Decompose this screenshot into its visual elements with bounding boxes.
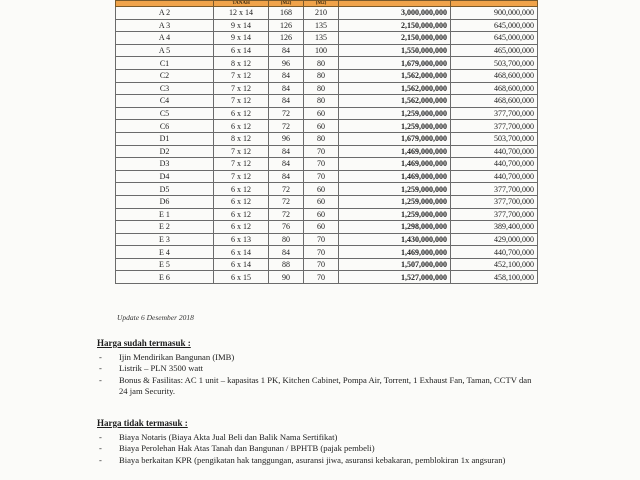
cell-unit: E 6 bbox=[116, 271, 214, 284]
cell-dp: 645,000,000 bbox=[451, 32, 538, 45]
table-row bbox=[116, 44, 538, 57]
cell-building-area: 80 bbox=[304, 69, 339, 82]
table-body bbox=[116, 7, 538, 284]
cell-dp: 440,700,000 bbox=[451, 158, 538, 171]
cell-price: 1,469,000,000 bbox=[339, 246, 451, 259]
cell-land-area: 96 bbox=[269, 57, 304, 70]
cell-price: 1,679,000,000 bbox=[339, 132, 451, 145]
cell-dp: 377,700,000 bbox=[451, 107, 538, 120]
cell-land-area: 84 bbox=[269, 158, 304, 171]
cell-building-area: 70 bbox=[304, 271, 339, 284]
list-item: - Biaya Notaris (Biaya Akta Jual Beli dan Balik Nama Sertifikat) bbox=[97, 432, 537, 443]
table-row bbox=[116, 208, 538, 221]
cell-unit: C5 bbox=[116, 107, 214, 120]
cell-land-area: 126 bbox=[269, 19, 304, 32]
cell-building-area: 100 bbox=[304, 44, 339, 57]
cell-building-area: 80 bbox=[304, 95, 339, 108]
cell-land-area: 76 bbox=[269, 221, 304, 234]
cell-dp: 377,700,000 bbox=[451, 120, 538, 133]
cell-size: 7 x 12 bbox=[214, 95, 269, 108]
cell-building-area: 70 bbox=[304, 145, 339, 158]
cell-unit: A 2 bbox=[116, 7, 214, 20]
cell-size: 6 x 12 bbox=[214, 183, 269, 196]
cell-dp: 503,700,000 bbox=[451, 132, 538, 145]
table-row bbox=[116, 19, 538, 32]
cell-land-area: 84 bbox=[269, 44, 304, 57]
cell-size: 6 x 12 bbox=[214, 221, 269, 234]
table-row bbox=[116, 158, 538, 171]
cell-dp: 468,600,000 bbox=[451, 69, 538, 82]
table-row bbox=[116, 95, 538, 108]
cell-land-area: 84 bbox=[269, 95, 304, 108]
excluded-title: Harga tidak termasuk : bbox=[97, 418, 188, 428]
cell-land-area: 72 bbox=[269, 195, 304, 208]
cell-dp: 377,700,000 bbox=[451, 183, 538, 196]
table-row bbox=[116, 233, 538, 246]
cell-land-area: 84 bbox=[269, 145, 304, 158]
cell-dp: 503,700,000 bbox=[451, 57, 538, 70]
cell-building-area: 70 bbox=[304, 246, 339, 259]
cell-unit: E 1 bbox=[116, 208, 214, 221]
cell-price: 1,507,000,000 bbox=[339, 258, 451, 271]
cell-size: 6 x 14 bbox=[214, 258, 269, 271]
cell-unit: D3 bbox=[116, 158, 214, 171]
table-row bbox=[116, 258, 538, 271]
cell-building-area: 135 bbox=[304, 32, 339, 45]
table-row bbox=[116, 69, 538, 82]
cell-land-area: 72 bbox=[269, 208, 304, 221]
list-item: - Bonus & Fasilitas: AC 1 unit – kapasitas 1 PK, Kitchen Cabinet, Pompa Air, Torrent, 1 Exhaust Fan, Taman, CCTV dan 24 jam Security. bbox=[97, 375, 537, 398]
cell-unit: E 5 bbox=[116, 258, 214, 271]
list-item: - Ijin Mendirikan Bangunan (IMB) bbox=[97, 352, 537, 363]
cell-land-area: 72 bbox=[269, 183, 304, 196]
cell-building-area: 60 bbox=[304, 120, 339, 133]
cell-price: 2,150,000,000 bbox=[339, 19, 451, 32]
cell-dp: 465,000,000 bbox=[451, 44, 538, 57]
cell-price: 1,550,000,000 bbox=[339, 44, 451, 57]
cell-size: 6 x 13 bbox=[214, 233, 269, 246]
header-cell-size: TANAH bbox=[214, 1, 269, 7]
cell-price: 1,562,000,000 bbox=[339, 69, 451, 82]
cell-building-area: 70 bbox=[304, 258, 339, 271]
cell-building-area: 60 bbox=[304, 221, 339, 234]
cell-size: 9 x 14 bbox=[214, 32, 269, 45]
cell-dp: 440,700,000 bbox=[451, 170, 538, 183]
included-title: Harga sudah termasuk : bbox=[97, 338, 191, 348]
cell-dp: 440,700,000 bbox=[451, 145, 538, 158]
cell-unit: C2 bbox=[116, 69, 214, 82]
cell-unit: E 2 bbox=[116, 221, 214, 234]
cell-land-area: 84 bbox=[269, 69, 304, 82]
table-row bbox=[116, 132, 538, 145]
cell-unit: D2 bbox=[116, 145, 214, 158]
cell-size: 7 x 12 bbox=[214, 145, 269, 158]
cell-size: 8 x 12 bbox=[214, 132, 269, 145]
table-row bbox=[116, 57, 538, 70]
cell-unit: A 3 bbox=[116, 19, 214, 32]
cell-building-area: 135 bbox=[304, 19, 339, 32]
table-row bbox=[116, 7, 538, 20]
cell-building-area: 70 bbox=[304, 158, 339, 171]
cell-building-area: 60 bbox=[304, 107, 339, 120]
cell-unit: D1 bbox=[116, 132, 214, 145]
table-row bbox=[116, 271, 538, 284]
included-list bbox=[97, 352, 537, 398]
cell-building-area: 60 bbox=[304, 183, 339, 196]
cell-land-area: 80 bbox=[269, 233, 304, 246]
table-row bbox=[116, 120, 538, 133]
cell-land-area: 72 bbox=[269, 120, 304, 133]
cell-land-area: 88 bbox=[269, 258, 304, 271]
cell-building-area: 70 bbox=[304, 233, 339, 246]
cell-price: 2,150,000,000 bbox=[339, 32, 451, 45]
cell-unit: A 4 bbox=[116, 32, 214, 45]
update-note: Update 6 Desember 2018 bbox=[117, 313, 194, 322]
cell-unit: C4 bbox=[116, 95, 214, 108]
table-row bbox=[116, 195, 538, 208]
list-item: - Listrik – PLN 3500 watt bbox=[97, 363, 537, 374]
table-row bbox=[116, 107, 538, 120]
cell-dp: 377,700,000 bbox=[451, 208, 538, 221]
cell-unit: A 5 bbox=[116, 44, 214, 57]
list-item: - Biaya Perolehan Hak Atas Tanah dan Bangunan / BPHTB (pajak pembeli) bbox=[97, 443, 537, 454]
cell-building-area: 60 bbox=[304, 208, 339, 221]
cell-size: 6 x 12 bbox=[214, 208, 269, 221]
table-row bbox=[116, 183, 538, 196]
cell-size: 7 x 12 bbox=[214, 158, 269, 171]
cell-size: 7 x 12 bbox=[214, 82, 269, 95]
cell-price: 1,562,000,000 bbox=[339, 95, 451, 108]
cell-price: 1,469,000,000 bbox=[339, 170, 451, 183]
cell-size: 6 x 15 bbox=[214, 271, 269, 284]
cell-unit: C6 bbox=[116, 120, 214, 133]
cell-land-area: 72 bbox=[269, 107, 304, 120]
cell-size: 6 x 14 bbox=[214, 246, 269, 259]
cell-unit: E 4 bbox=[116, 246, 214, 259]
table-row bbox=[116, 170, 538, 183]
cell-price: 1,259,000,000 bbox=[339, 107, 451, 120]
cell-dp: 900,000,000 bbox=[451, 7, 538, 20]
cell-price: 1,259,000,000 bbox=[339, 183, 451, 196]
cell-dp: 468,600,000 bbox=[451, 82, 538, 95]
price-table-wrapper bbox=[115, 0, 537, 284]
table-row bbox=[116, 221, 538, 234]
cell-land-area: 126 bbox=[269, 32, 304, 45]
table-row bbox=[116, 145, 538, 158]
cell-dp: 458,100,000 bbox=[451, 271, 538, 284]
cell-size: 6 x 14 bbox=[214, 44, 269, 57]
header-cell-land-area: (M2) bbox=[269, 1, 304, 7]
table-row bbox=[116, 32, 538, 45]
cell-price: 1,562,000,000 bbox=[339, 82, 451, 95]
cell-unit: E 3 bbox=[116, 233, 214, 246]
cell-building-area: 80 bbox=[304, 82, 339, 95]
cell-size: 9 x 14 bbox=[214, 19, 269, 32]
cell-price: 1,469,000,000 bbox=[339, 158, 451, 171]
cell-price: 1,469,000,000 bbox=[339, 145, 451, 158]
cell-size: 6 x 12 bbox=[214, 107, 269, 120]
cell-size: 7 x 12 bbox=[214, 69, 269, 82]
cell-land-area: 84 bbox=[269, 82, 304, 95]
header-cell-building-area: (M2) bbox=[304, 1, 339, 7]
cell-building-area: 70 bbox=[304, 170, 339, 183]
cell-building-area: 80 bbox=[304, 57, 339, 70]
cell-price: 1,259,000,000 bbox=[339, 195, 451, 208]
cell-land-area: 84 bbox=[269, 246, 304, 259]
cell-price: 1,259,000,000 bbox=[339, 120, 451, 133]
cell-size: 12 x 14 bbox=[214, 7, 269, 20]
cell-price: 1,298,000,000 bbox=[339, 221, 451, 234]
table-row bbox=[116, 246, 538, 259]
cell-price: 1,527,000,000 bbox=[339, 271, 451, 284]
cell-land-area: 90 bbox=[269, 271, 304, 284]
cell-land-area: 168 bbox=[269, 7, 304, 20]
cell-building-area: 210 bbox=[304, 7, 339, 20]
cell-dp: 377,700,000 bbox=[451, 195, 538, 208]
cell-unit: D4 bbox=[116, 170, 214, 183]
cell-price: 1,259,000,000 bbox=[339, 208, 451, 221]
table-row bbox=[116, 82, 538, 95]
cell-price: 1,430,000,000 bbox=[339, 233, 451, 246]
cell-dp: 645,000,000 bbox=[451, 19, 538, 32]
cell-unit: D6 bbox=[116, 195, 214, 208]
cell-building-area: 80 bbox=[304, 132, 339, 145]
cell-land-area: 96 bbox=[269, 132, 304, 145]
list-item: - Biaya berkaitan KPR (pengikatan hak tanggungan, asuransi jiwa, asuransi kebakaran, pemblokiran 1x angsuran) bbox=[97, 455, 537, 466]
cell-dp: 440,700,000 bbox=[451, 246, 538, 259]
cell-dp: 468,600,000 bbox=[451, 95, 538, 108]
cell-size: 6 x 12 bbox=[214, 120, 269, 133]
cell-price: 3,000,000,000 bbox=[339, 7, 451, 20]
cell-dp: 389,400,000 bbox=[451, 221, 538, 234]
cell-unit: C3 bbox=[116, 82, 214, 95]
cell-unit: C1 bbox=[116, 57, 214, 70]
price-table bbox=[115, 0, 538, 284]
cell-land-area: 84 bbox=[269, 170, 304, 183]
cell-building-area: 60 bbox=[304, 195, 339, 208]
cell-size: 7 x 12 bbox=[214, 170, 269, 183]
cell-dp: 452,100,000 bbox=[451, 258, 538, 271]
excluded-list bbox=[97, 432, 537, 466]
cell-unit: D5 bbox=[116, 183, 214, 196]
cell-size: 6 x 12 bbox=[214, 195, 269, 208]
cell-price: 1,679,000,000 bbox=[339, 57, 451, 70]
cell-size: 8 x 12 bbox=[214, 57, 269, 70]
cell-dp: 429,000,000 bbox=[451, 233, 538, 246]
